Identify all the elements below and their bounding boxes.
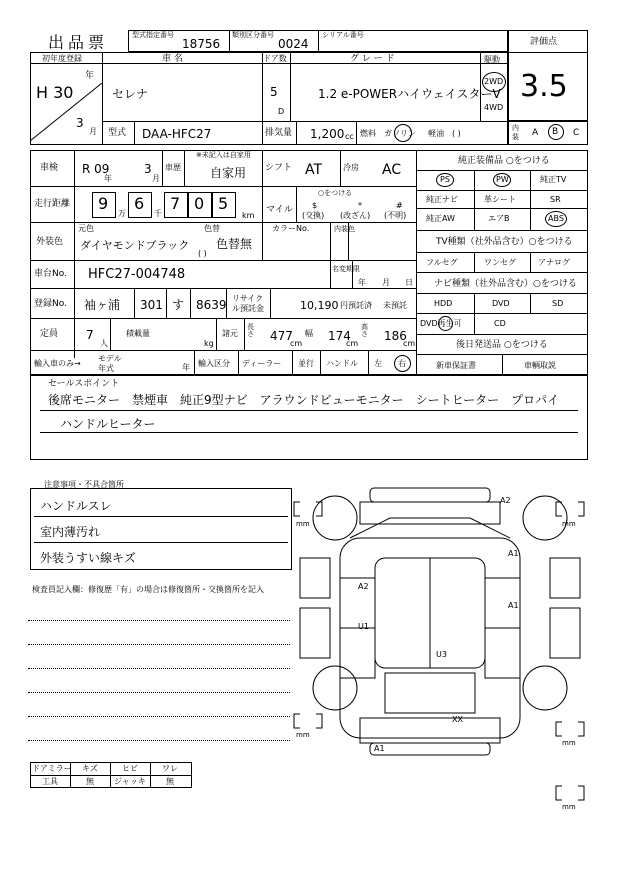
import-parallel: 並行 <box>298 359 314 368</box>
equip-cd: CD <box>494 319 506 328</box>
grade-value: 1.2 e-POWERハイウェイスターV <box>318 87 501 101</box>
history-label: 車歴 <box>165 163 181 172</box>
equip-dvd: DVD <box>492 299 510 308</box>
orig-color-value: ダイヤモンドブラック <box>80 239 190 252</box>
import-dealer: ディーラー <box>242 359 282 368</box>
mileage-sen: 千 <box>154 209 162 218</box>
navi-header: ナビ種類（社外品含む）○をつける <box>434 279 577 289</box>
doors-label: ドア数 <box>263 54 287 63</box>
load-label: 積載量 <box>126 329 150 338</box>
shaken-month-unit: 月 <box>152 174 160 183</box>
interior-label-2: 装 <box>512 133 519 141</box>
interior-color-label: 内装色 <box>334 225 355 233</box>
mm-label-5: mm <box>562 803 576 811</box>
car-name-label: 車 名 <box>162 54 183 64</box>
docs-header: 後日発送品 ○をつける <box>456 340 548 350</box>
equip-oneseg: ワンセグ <box>484 258 516 267</box>
color-change-value: 色替無 <box>216 237 253 251</box>
first-reg-era: H 30 <box>36 83 74 102</box>
first-reg-month: 3 <box>76 116 84 130</box>
import-class-label: 輸入区分 <box>198 359 230 368</box>
tamper-mark: * <box>358 201 362 210</box>
mile-label: マイル <box>266 205 293 215</box>
equip-sr: SR <box>550 195 561 204</box>
name-change-month: 月 <box>382 278 390 287</box>
rating-label: 評価点 <box>530 37 558 47</box>
mm-label-4: mm <box>562 739 576 747</box>
chassis-value: HFC27-004748 <box>88 267 186 282</box>
width-unit: cm <box>346 339 359 348</box>
model-year-label: モデル年式 <box>98 354 122 373</box>
name-change-label: 名変期限 <box>332 265 360 273</box>
equip-pw: PW <box>496 175 509 184</box>
damage-u1: U1 <box>358 622 369 631</box>
history-value: 自家用 <box>210 166 247 180</box>
car-damage-diagram <box>290 478 590 818</box>
legend-h4: ワレ <box>162 764 178 773</box>
displacement-value: 1,200 <box>310 127 345 141</box>
mm-label-1: mm <box>296 520 310 528</box>
drive-label: 駆動 <box>484 55 500 64</box>
equip-dvd-play: DVD再生可 <box>420 319 462 328</box>
sales-line-2: ハンドルヒーター <box>60 417 156 431</box>
note-item-1: ハンドルスレ <box>40 499 112 513</box>
model-label: 型式 <box>108 128 127 138</box>
load-unit: kg <box>204 339 214 348</box>
mileage-digit-3: 7 <box>170 194 181 213</box>
model-spec-value: 18756 <box>182 37 221 51</box>
fuel-gasoline-circle <box>394 124 412 142</box>
swap-label: (交換) <box>302 211 325 220</box>
width-label: 幅 <box>305 329 313 338</box>
fuel-label: 燃料 <box>360 129 376 138</box>
damage-a1-right-top: A1 <box>508 549 519 558</box>
shaken-year-unit: 年 <box>104 174 112 183</box>
equip-aw: 純正AW <box>426 214 455 223</box>
legend-h2: キズ <box>82 764 98 773</box>
equip-navi: 純正ナビ <box>426 195 458 204</box>
orig-color-label: 元色 <box>78 224 94 233</box>
grade-label: グ レ ー ド <box>350 54 395 64</box>
equip-leather: 革シート <box>484 195 516 204</box>
year-unit: 年 <box>85 71 95 81</box>
handle-label: ハンドル <box>326 359 358 368</box>
handle-right: 右 <box>398 359 406 368</box>
mileage-man: 万 <box>118 209 126 218</box>
class-value: 0024 <box>278 37 309 51</box>
fuel-other: ( ) <box>452 129 461 138</box>
legend-v3: ジャッキ <box>114 777 146 786</box>
mileage-digit-4: 0 <box>194 194 205 213</box>
color-code-label: カラーNo. <box>272 224 310 233</box>
equip-fullseg: フルセグ <box>426 258 458 267</box>
rating-value: 3.5 <box>520 69 568 104</box>
length-label: 長さ <box>247 323 254 338</box>
recycle-label: リサイクル預託金 <box>232 294 264 313</box>
doors-value: 5 <box>270 85 278 99</box>
handle-left: 左 <box>374 359 382 368</box>
class-label: 類別区分番号 <box>232 31 274 39</box>
damage-a1-bottom: A1 <box>374 744 385 753</box>
equip-hdd: HDD <box>434 299 453 308</box>
recycle-value: 10,190 <box>300 299 339 312</box>
size-label: 諸元 <box>222 329 238 338</box>
fuel-gasoline: ガソリン <box>384 129 416 138</box>
plate-label: 登録No. <box>34 299 67 309</box>
interior-label-1: 内 <box>512 124 519 132</box>
name-change-year: 年 <box>358 278 366 287</box>
color-change-label: 色替 <box>204 224 220 233</box>
damage-a1-right-mid: A1 <box>508 601 519 610</box>
interior-a: A <box>532 128 539 138</box>
tv-header: TV種類（社外品含む）○をつける <box>436 237 573 247</box>
equip-analog: アナログ <box>538 258 570 267</box>
interior-b: B <box>552 127 559 137</box>
model-value: DAA-HFC27 <box>142 127 212 141</box>
displacement-unit: cc <box>345 132 354 141</box>
damage-xx: XX <box>452 715 463 724</box>
fuel-diesel: 軽油 <box>428 129 444 138</box>
legend-v4: 無 <box>166 777 174 786</box>
plate-class: 301 <box>140 298 163 312</box>
car-name-value: セレナ <box>112 87 149 101</box>
mileage-digit-1: 9 <box>98 194 109 213</box>
equip-warranty: 新車保証書 <box>436 361 476 370</box>
interior-c: C <box>573 128 580 138</box>
genuine-header: 純正装備品 ○をつける <box>458 156 550 166</box>
form-title: 出品票 <box>48 33 109 52</box>
length-unit: cm <box>290 339 303 348</box>
legend-v1: 工具 <box>42 777 58 786</box>
shift-value: AT <box>305 162 323 178</box>
mm-label-2: mm <box>562 520 576 528</box>
plate-kana: す <box>172 298 185 312</box>
doors-sub: D <box>278 107 285 116</box>
damage-a2-top: A2 <box>500 496 511 505</box>
length-value: 477 <box>270 329 293 343</box>
recycle-unpaid: 未預託 <box>383 301 407 310</box>
month-unit: 月 <box>89 127 97 136</box>
mileage-circle-note: ○をつける <box>318 189 353 197</box>
mm-label-3: mm <box>296 731 310 739</box>
unknown-label: (不明) <box>384 211 407 220</box>
equip-manual: 車輌取説 <box>524 361 556 370</box>
equip-airbag: エアB <box>488 214 510 223</box>
legend-v2: 無 <box>86 777 94 786</box>
chassis-label: 車台No. <box>34 269 67 279</box>
swap-mark: $ <box>312 201 318 210</box>
height-unit: cm <box>403 339 416 348</box>
ac-value: AC <box>382 162 402 178</box>
unknown-mark: # <box>396 201 403 210</box>
model-spec-label: 型式指定番号 <box>132 31 174 39</box>
inspector-label: 検査員記入欄：修復歴「有」の場合は修復箇所・交換箇所を記入 <box>32 585 264 594</box>
capacity-unit: 人 <box>100 339 108 348</box>
model-year-unit: 年 <box>182 363 190 372</box>
damage-u3: U3 <box>436 650 447 659</box>
notes-label: 注意事項・不具合箇所 <box>44 480 124 489</box>
serial-label: シリアル番号 <box>322 31 364 39</box>
note-item-3: 外装うすい線キズ <box>40 551 136 565</box>
shaken-month: 3 <box>144 162 152 176</box>
equip-ps: PS <box>440 175 450 184</box>
tamper-label: (改ざん) <box>340 211 371 220</box>
history-note: ※未記入は自家用 <box>196 151 251 159</box>
equip-sd: SD <box>552 299 564 308</box>
plate-number: 8639 <box>196 298 227 312</box>
sales-label: セールスポイント <box>48 379 120 389</box>
note-item-2: 室内薄汚れ <box>40 525 101 539</box>
legend-h3: ヒビ <box>122 764 138 773</box>
ac-label: 冷房 <box>343 163 359 172</box>
height-label: 高さ <box>361 323 368 338</box>
import-label: 輸入車のみ→ <box>34 359 81 368</box>
equip-abs: ABS <box>548 214 564 223</box>
mileage-label: 走行距離 <box>34 199 71 209</box>
legend-h1: ドアミラー <box>32 764 72 773</box>
capacity-value: 7 <box>86 328 94 342</box>
name-change-day: 日 <box>405 278 413 287</box>
mileage-digit-5: 5 <box>218 194 229 213</box>
shaken-era: R 09 <box>82 162 110 176</box>
mileage-unit: km <box>242 211 255 220</box>
damage-a2-left: A2 <box>358 582 369 591</box>
equip-tv: 純正TV <box>540 175 567 184</box>
plate-area: 袖ヶ浦 <box>84 298 121 312</box>
capacity-label: 定員 <box>40 329 59 339</box>
width-value: 174 <box>328 329 351 343</box>
recycle-paid: 円預託済 <box>340 301 372 310</box>
mileage-digit-2: 6 <box>134 194 145 213</box>
sales-line-1: 後席モニター 禁煙車 純正9型ナビ アラウンドビューモニター シートヒーター プロパイ <box>48 393 560 407</box>
color-change-paren: ( ) <box>198 249 207 258</box>
height-value: 186 <box>384 329 407 343</box>
drive-2wd: 2WD <box>484 77 504 86</box>
shaken-label: 車検 <box>40 163 59 173</box>
displacement-label: 排気量 <box>265 128 293 138</box>
shift-label: シフト <box>265 163 293 173</box>
drive-4wd: 4WD <box>484 103 504 112</box>
first-reg-label: 初年度登録 <box>42 54 82 63</box>
color-label: 外装色 <box>36 237 64 247</box>
